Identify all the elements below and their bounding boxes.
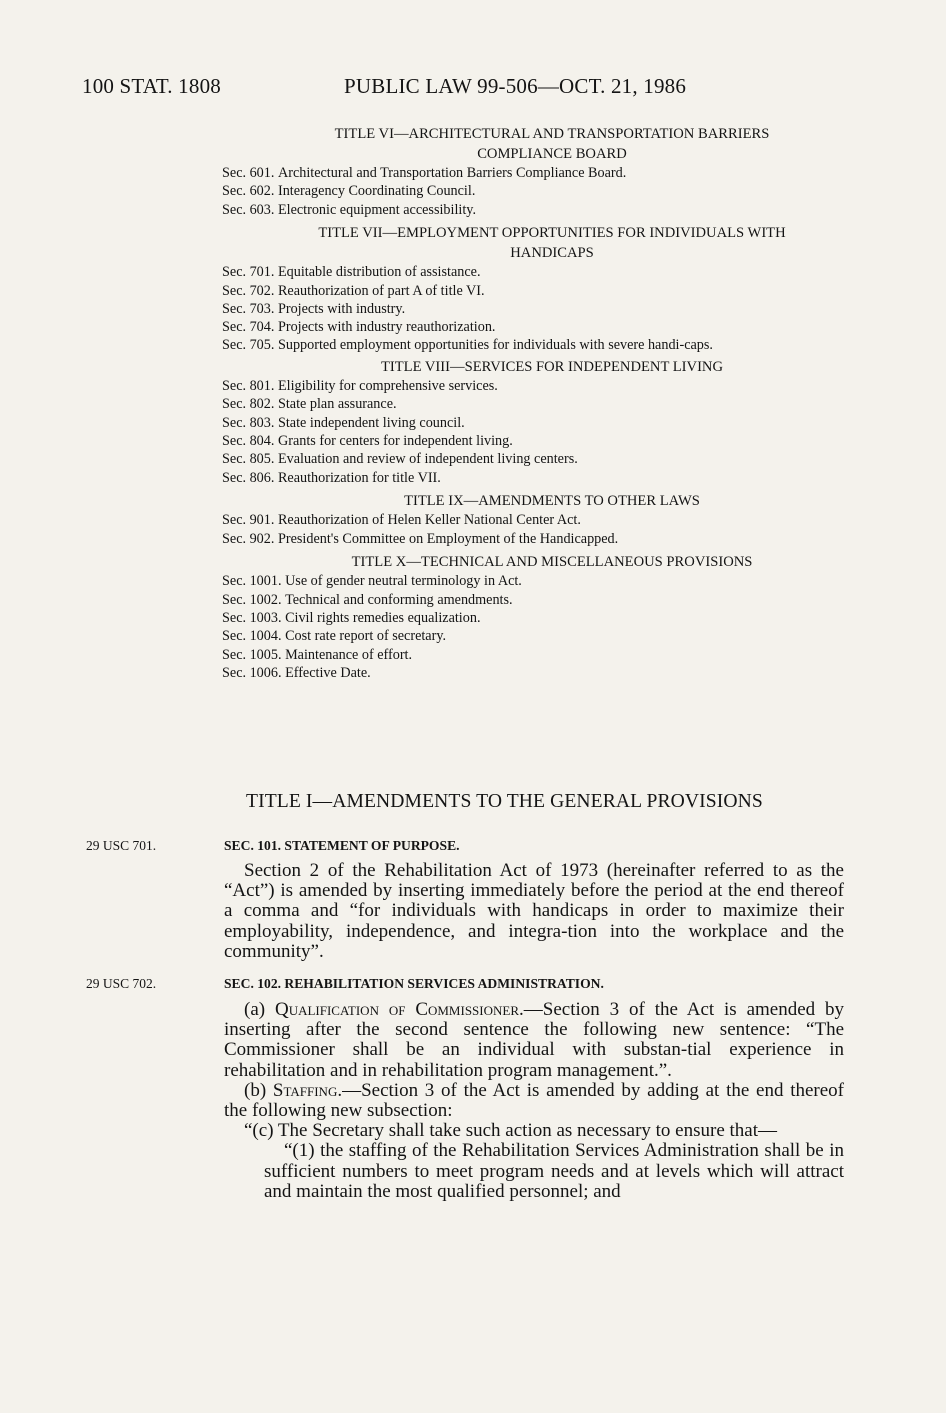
toc-entry: Sec. 804. Grants for centers for independent living. bbox=[222, 433, 513, 450]
toc-entry: Sec. 705. Supported employment opportunities for individuals with severe handi-caps. bbox=[222, 336, 713, 353]
toc-entry: Sec. 702. Reauthorization of part A of title VI. bbox=[222, 282, 485, 299]
title-x-heading: TITLE X—TECHNICAL AND MISCELLANEOUS PROVISIONS bbox=[351, 554, 753, 571]
subsection-b-caption: Staffing. bbox=[272, 1079, 343, 1101]
toc-entry: Sec. 806. Reauthorization for title VII. bbox=[222, 469, 441, 486]
title-ix-heading: TITLE IX—AMENDMENTS TO OTHER LAWS bbox=[404, 493, 700, 510]
subsection-b: (b) Staffing.—Section 3 of the Act is amended by adding at the end thereof the following new subsection: bbox=[224, 1079, 844, 1122]
subsection-a: (a) Qualification of Commissioner.—Section 3 of the Act is amended by inserting after the second sentence the following new sentence: “The Commissioner shall be an individual with substan-tial experience in rehabilitation and in rehabilitation program management.”. bbox=[224, 999, 845, 1081]
sec-102-text bbox=[224, 1000, 844, 1202]
sec-102-heading: SEC. 102. REHABILITATION SERVICES ADMINISTRATION. bbox=[224, 976, 604, 991]
toc-entry: Sec. 901. Reauthorization of Helen Keller National Center Act. bbox=[222, 512, 581, 529]
toc-entry: Sec. 1001. Use of gender neutral terminology in Act. bbox=[222, 573, 522, 590]
toc-entry: Sec. 805. Evaluation and review of independent living centers. bbox=[222, 451, 578, 468]
toc-entry: Sec. 703. Projects with industry. bbox=[222, 301, 406, 318]
usc-citation-701: 29 USC 701. bbox=[86, 838, 157, 853]
toc-entry: Sec. 1002. Technical and conforming amendments. bbox=[222, 591, 513, 608]
table-of-contents bbox=[222, 124, 850, 683]
paragraph-c1: “(1) the staffing of the Rehabilitation Services Administration shall be in sufficient numbers to meet program needs and at levels which will attract and maintain the most qualified personnel; and bbox=[264, 1140, 844, 1202]
subsection-a-caption: Qualification of Commissioner. bbox=[274, 999, 524, 1020]
toc-entry: Sec. 603. Electronic equipment accessibility. bbox=[222, 201, 476, 218]
toc-entry: Sec. 902. President's Committee on Employment of the Handicapped. bbox=[222, 530, 619, 547]
subsection-c: “(c) The Secretary shall take such action as necessary to ensure that— bbox=[244, 1120, 778, 1142]
toc-entry: Sec. 601. Architectural and Transportation Barriers Compliance Board. bbox=[222, 165, 627, 181]
toc-entry: Sec. 602. Interagency Coordinating Council. bbox=[222, 183, 476, 200]
toc-entry: Sec. 1005. Maintenance of effort. bbox=[222, 646, 413, 663]
sec-101-heading: SEC. 101. STATEMENT OF PURPOSE. bbox=[224, 838, 460, 853]
usc-citation-702: 29 USC 702. bbox=[86, 976, 157, 991]
toc-entry: Sec. 1006. Effective Date. bbox=[222, 665, 371, 682]
public-law-title: PUBLIC LAW 99-506—OCT. 21, 1986 bbox=[344, 74, 687, 98]
statute-page-number: 100 STAT. 1808 bbox=[82, 74, 221, 98]
toc-entry: Sec. 802. State plan assurance. bbox=[222, 396, 397, 413]
toc-entry: Sec. 1003. Civil rights remedies equalization. bbox=[222, 609, 481, 626]
toc-entry: Sec. 1004. Cost rate report of secretary. bbox=[222, 628, 447, 645]
toc-entry: Sec. 803. State independent living council. bbox=[222, 414, 465, 431]
toc-entry: Sec. 704. Projects with industry reauthorization. bbox=[222, 319, 496, 336]
running-header bbox=[82, 74, 782, 104]
toc-entry: Sec. 701. Equitable distribution of assistance. bbox=[222, 264, 481, 281]
title-vii-heading: TITLE VII—EMPLOYMENT OPPORTUNITIES FOR INDIVIDUALS WITH HANDICAPS bbox=[318, 225, 786, 262]
title-i-heading: TITLE I—AMENDMENTS TO THE GENERAL PROVISIONS bbox=[246, 791, 763, 812]
sec-101-text: Section 2 of the Rehabilitation Act of 1973 (hereinafter referred to as the “Act”) is amended by inserting immediately before the period at the end thereof a comma and “for individuals with handicaps in order to maximize their employability, independence, and integra-tion into the workplace and the community”. bbox=[224, 860, 844, 962]
toc-entry: Sec. 801. Eligibility for comprehensive services. bbox=[222, 377, 498, 394]
title-vi-heading: TITLE VI—ARCHITECTURAL AND TRANSPORTATION BARRIERS COMPLIANCE BOARD bbox=[334, 126, 770, 162]
title-viii-heading: TITLE VIII—SERVICES FOR INDEPENDENT LIVING bbox=[380, 358, 724, 375]
